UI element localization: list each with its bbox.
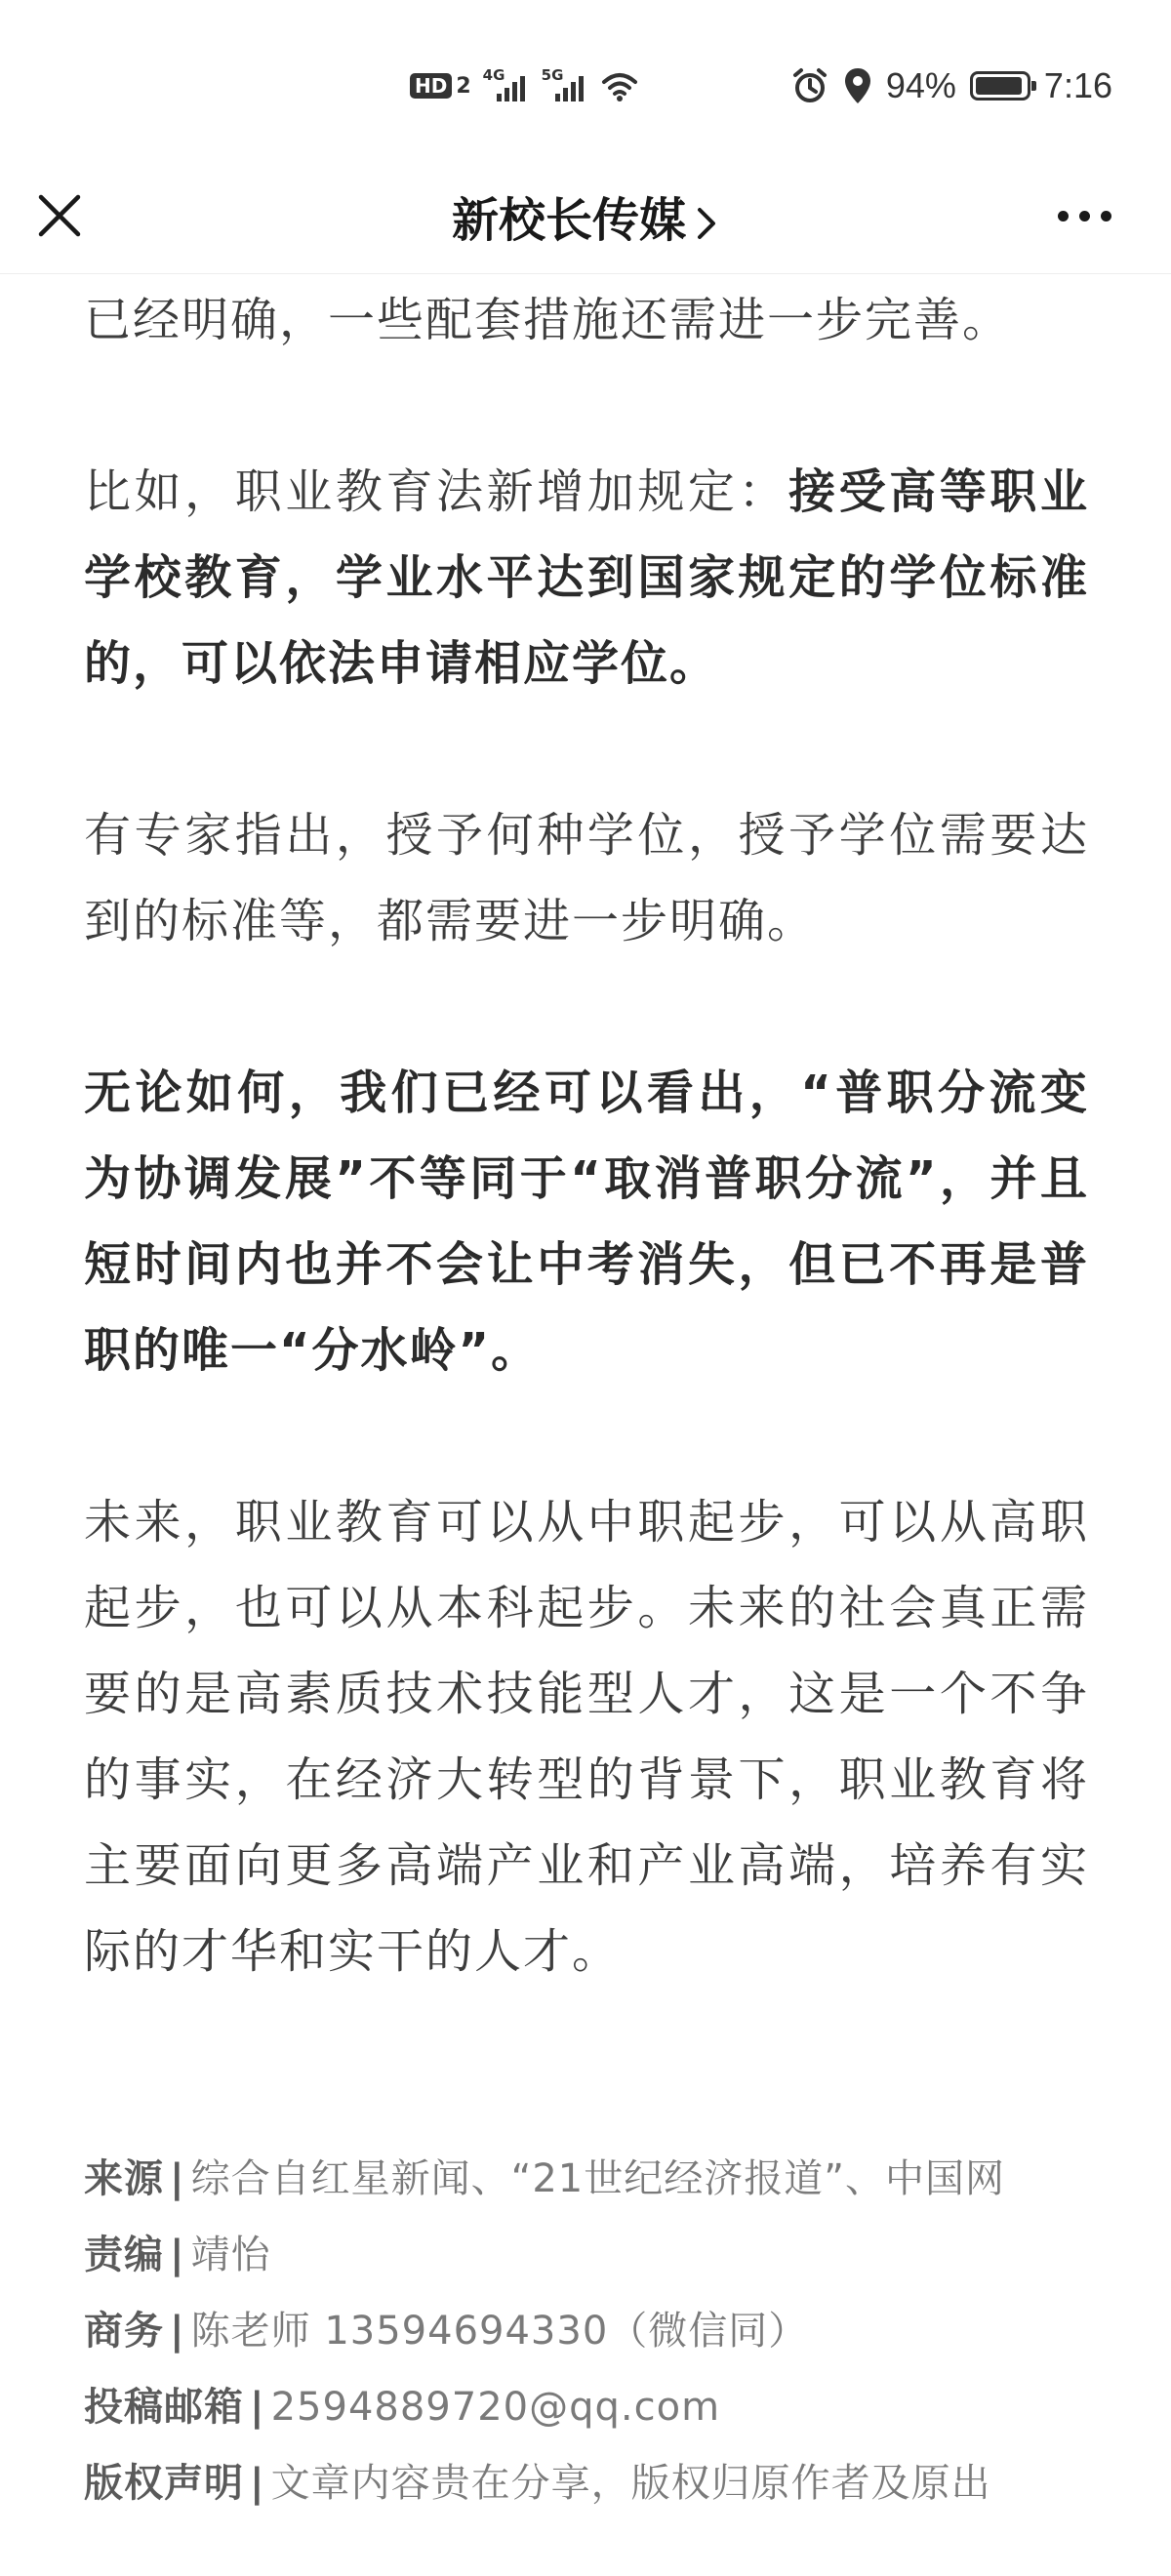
meta-business: 商务 | 陈老师 13594694330（微信同） <box>84 2309 809 2354</box>
hd-badge: HD <box>410 73 452 99</box>
battery-fill <box>976 77 1022 95</box>
paragraph: 已经明确，一些配套措施还需进一步完善。 <box>84 293 1012 347</box>
meta-editor: 责编 | 靖怡 <box>84 2233 271 2277</box>
article-body <box>84 277 1089 2521</box>
sim-number: 2 <box>456 73 471 99</box>
account-title-button[interactable] <box>0 193 1171 248</box>
location-icon <box>843 66 872 105</box>
signal-icon <box>542 66 588 105</box>
battery-icon <box>970 71 1030 101</box>
network-indicators <box>410 64 639 107</box>
wifi-icon <box>600 68 639 103</box>
account-name: 新校长传媒 <box>451 193 686 248</box>
paragraph-text: 比如，职业教育法新增加规定： <box>84 464 789 519</box>
meta-email: 投稿邮箱 | 2594889720@qq.com <box>84 2385 721 2430</box>
battery-percent: 94% <box>885 65 956 105</box>
meta-copyright: 版权声明 | 文章内容贵在分享，版权归原作者及原出 <box>84 2461 991 2506</box>
status-bar <box>0 0 1171 176</box>
clock: 7:16 <box>1043 65 1112 105</box>
status-right <box>790 64 1112 107</box>
paragraph <box>84 449 1089 706</box>
alarm-icon <box>790 66 829 105</box>
signal-icon <box>483 66 530 105</box>
paragraph: 有专家指出，授予何种学位，授予学位需要达到的标准等，都需要进一步明确。 <box>84 808 1089 948</box>
chevron-right-icon <box>694 204 719 243</box>
paragraph <box>84 1050 1089 1393</box>
more-icon[interactable] <box>1058 201 1122 230</box>
meta-source: 来源 | 综合自红星新闻、“21世纪经济报道”、中国网 <box>84 2156 1005 2201</box>
paragraph: 未来，职业教育可以从中职起步，可以从高职起步，也可以从本科起步。未来的社会真正需要的是高素质技术技能型人才，这是一个不争的事实，在经济大转型的背景下，职业教育将主要面向更多高端产业和产业高端，培养有实际的才华和实干的人才。 <box>84 1495 1089 1979</box>
nav-bar <box>0 166 1171 274</box>
paragraph-bold-text: 接受高等职业学校教育，学业水平达到国家规定的学位标准的，可以依法申请相应学位。 <box>84 464 1089 691</box>
paragraph-bold-text: 无论如何，我们已经可以看出，“普职分流变为协调发展”不等同于“取消普职分流”，并且短时间内也并不会让中考消失，但已不再是普职的唯一“分水岭”。 <box>84 1066 1089 1378</box>
article-meta <box>84 2141 1089 2521</box>
net-type-label: 4G <box>482 66 505 84</box>
net-type-label: 5G <box>541 66 564 84</box>
